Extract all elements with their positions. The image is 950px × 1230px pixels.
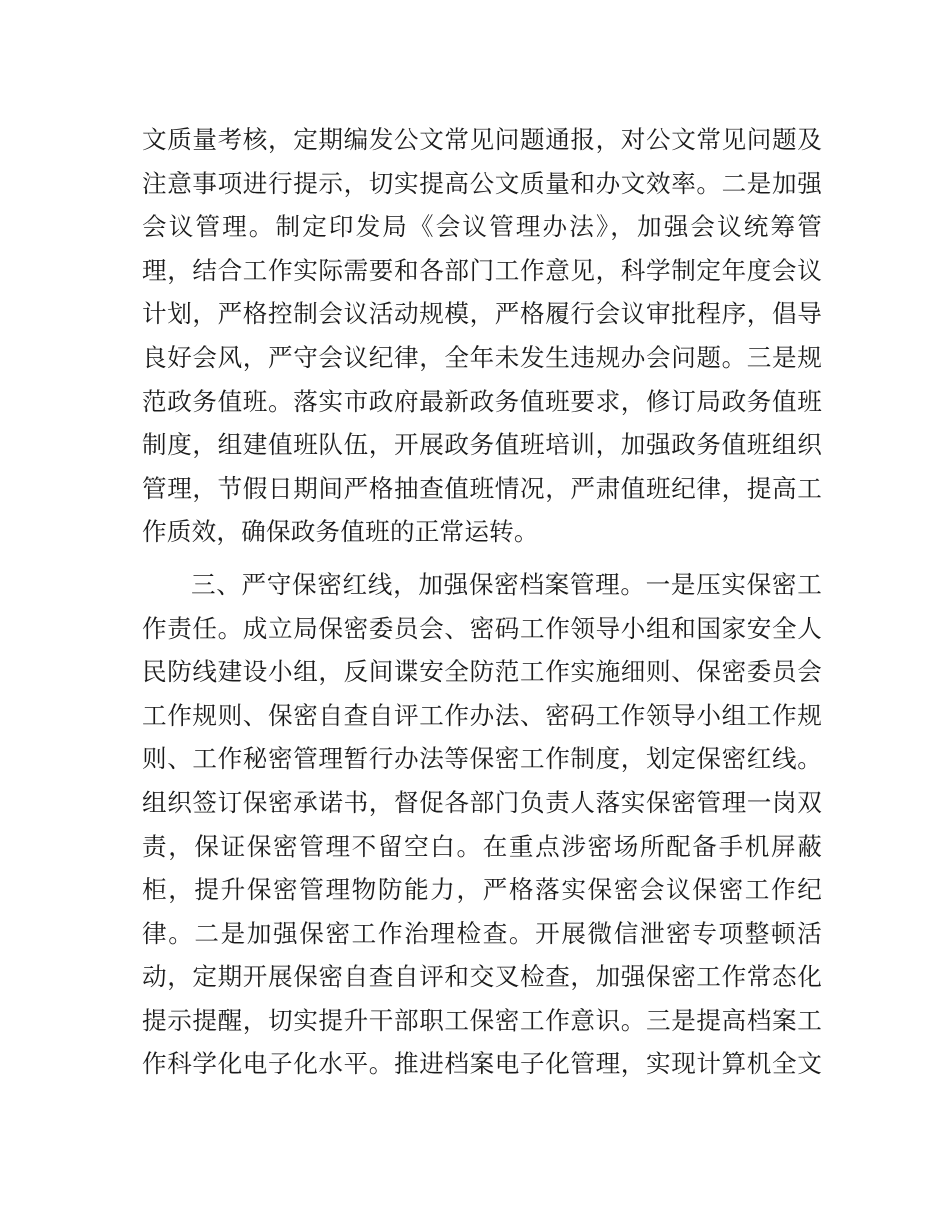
- text-line: 工作规则、保密自查自评工作办法、密码工作领导小组工作规: [142, 700, 822, 730]
- text-line: 文质量考核，定期编发公文常见问题通报，对公文常见问题及: [142, 125, 822, 154]
- text-line: 理，结合工作实际需要和各部门工作意见，科学制定年度会议: [142, 255, 822, 285]
- text-line: 范政务值班。落实市政府最新政务值班要求，修订局政务值班: [142, 386, 822, 416]
- text-line: 柜，提升保密管理物防能力，严格落实保密会议保密工作纪: [142, 875, 822, 905]
- text-line: 提示提醒，切实提升干部职工保密工作意识。三是提高档案工: [142, 1005, 822, 1035]
- text-line: 律。二是加强保密工作治理检查。开展微信泄密专项整顿活: [142, 918, 822, 948]
- text-line: 计划，严格控制会议活动规模，严格履行会议审批程序，倡导: [142, 299, 822, 329]
- paragraph-1: [142, 118, 822, 554]
- text-line: 则、工作秘密管理暂行办法等保密工作制度，划定保密红线。: [142, 744, 822, 774]
- text-line: 制度，组建值班队伍，开展政务值班培训，加强政务值班组织: [142, 430, 822, 460]
- text-line: 三、严守保密红线，加强保密档案管理。一是压实保密工: [191, 569, 822, 599]
- text-line: 会议管理。制定印发局《会议管理办法》，加强会议统筹管: [142, 212, 822, 242]
- text-line: 作责任。成立局保密委员会、密码工作领导小组和国家安全人: [142, 613, 822, 643]
- paragraph-2: [142, 563, 822, 1086]
- text-line: 管理，节假日期间严格抽查值班情况，严肃值班纪律，提高工: [142, 473, 822, 503]
- text-line: 作科学化电子化水平。推进档案电子化管理，实现计算机全文: [142, 1049, 822, 1079]
- text-line: 组织签订保密承诺书，督促各部门负责人落实保密管理一岗双: [142, 787, 822, 817]
- text-line: 动，定期开展保密自查自评和交叉检查，加强保密工作常态化: [142, 962, 822, 992]
- paragraph-spacer: [142, 554, 822, 563]
- document-body: [142, 118, 822, 1086]
- text-line: 注意事项进行提示，切实提高公文质量和办文效率。二是加强: [142, 168, 822, 198]
- text-line: 良好会风，严守会议纪律，全年未发生违规办会问题。三是规: [142, 342, 822, 372]
- text-line: 民防线建设小组，反间谍安全防范工作实施细则、保密委员会: [142, 657, 822, 687]
- text-line: 作质效，确保政务值班的正常运转。: [142, 517, 539, 547]
- text-line: 责，保证保密管理不留空白。在重点涉密场所配备手机屏蔽: [142, 831, 822, 861]
